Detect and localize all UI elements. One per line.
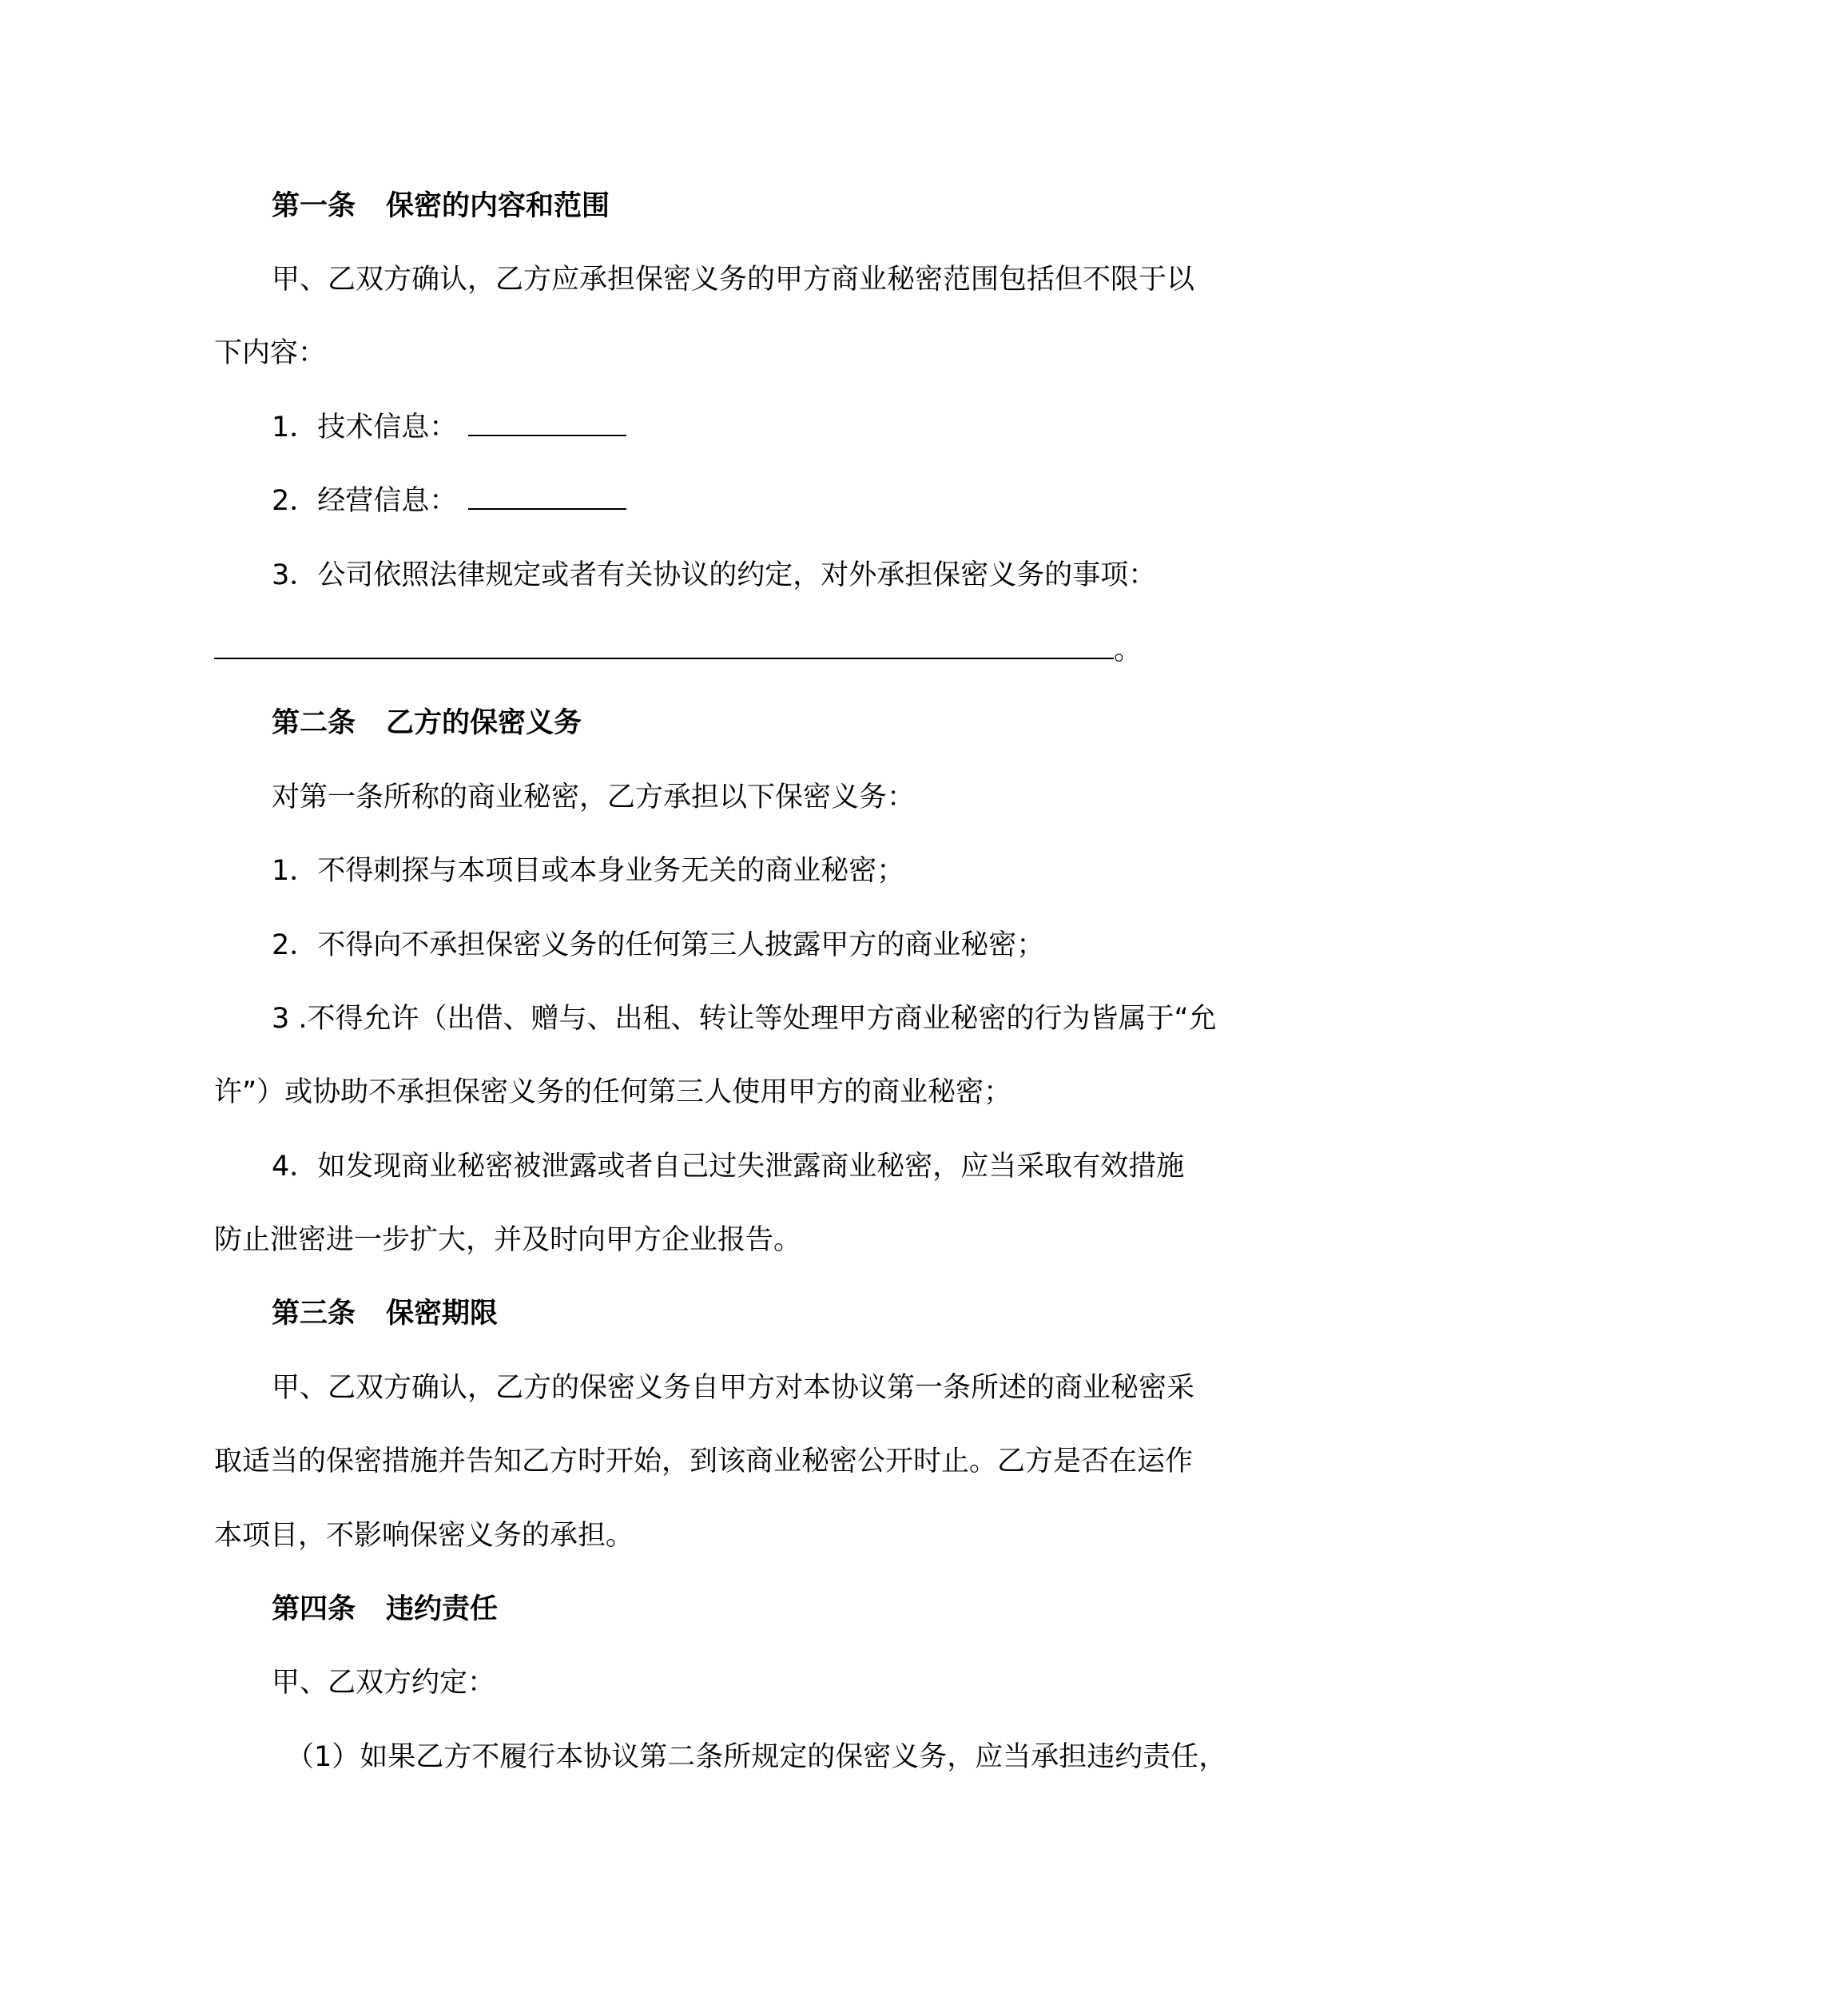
article-1-item-3: 3．公司依照法律规定或者有关协议的约定，对外承担保密义务的事项： (272, 559, 1157, 591)
article-1-item-3-blank-line (214, 631, 1213, 670)
article-1-number: 第一条 (272, 190, 356, 222)
article-3-line-2: 取适当的保密措施并告知乙方时开始，到该商业秘密公开时止。乙方是否在运作 (214, 1445, 1194, 1477)
article-2-intro: 对第一条所称的商业秘密，乙方承担以下保密义务： (272, 781, 916, 813)
article-3-line-3: 本项目，不影响保密义务的承担。 (214, 1520, 634, 1552)
article-2-title: 乙方的保密义务 (386, 707, 582, 739)
article-2-item-1: 1．不得刺探与本项目或本身业务无关的商业秘密； (272, 855, 905, 887)
article-2-item-3-line-2: 许”）或协助不承担保密义务的任何第三人使用甲方的商业秘密； (214, 1076, 1012, 1108)
article-4-intro: 甲、乙双方约定： (272, 1667, 496, 1699)
article-1-item-1 (272, 408, 1214, 447)
item-3-end-mark: 。 (1114, 634, 1143, 666)
item-1-label: 1．技术信息： (272, 412, 458, 443)
article-2-item-4-line-1: 4．如发现商业秘密被泄露或者自己过失泄露商业秘密，应当采取有效措施 (272, 1151, 1185, 1183)
article-2-item-2: 2．不得向不承担保密义务的任何第三人披露甲方的商业秘密； (272, 929, 1045, 961)
article-1-paragraph-line-2: 下内容： (214, 337, 327, 369)
article-1-title: 保密的内容和范围 (386, 190, 610, 222)
blank-field-obligations (214, 634, 1114, 659)
article-3-number: 第三条 (272, 1298, 356, 1330)
article-3-title: 保密期限 (386, 1298, 499, 1330)
article-4-number: 第四条 (272, 1593, 356, 1625)
article-1-paragraph-line-1: 甲、乙双方确认，乙方应承担保密义务的甲方商业秘密范围包括但不限于以 (272, 264, 1195, 296)
blank-field-business-info (468, 484, 626, 510)
article-4-heading (272, 1590, 1214, 1628)
item-2-label: 2．经营信息： (272, 485, 458, 517)
article-1-item-2 (272, 482, 1214, 520)
article-2-heading (272, 704, 1214, 742)
article-2-item-3-line-1: 3 .不得允许（出借、赠与、出租、转让等处理甲方商业秘密的行为皆属于“允 (272, 1003, 1217, 1035)
article-2-number: 第二条 (272, 707, 356, 739)
article-4-title: 违约责任 (386, 1593, 499, 1625)
article-3-heading (272, 1294, 1214, 1333)
blank-field-technical-info (468, 411, 626, 436)
article-3-line-1: 甲、乙双方确认，乙方的保密义务自甲方对本协议第一条所述的商业秘密采 (272, 1372, 1195, 1404)
article-2-item-4-line-2: 防止泄密进一步扩大，并及时向甲方企业报告。 (214, 1224, 802, 1256)
article-4-item-1: （1）如果乙方不履行本协议第二条所规定的保密义务，应当承担违约责任， (286, 1741, 1227, 1773)
article-1-heading (272, 187, 1214, 225)
